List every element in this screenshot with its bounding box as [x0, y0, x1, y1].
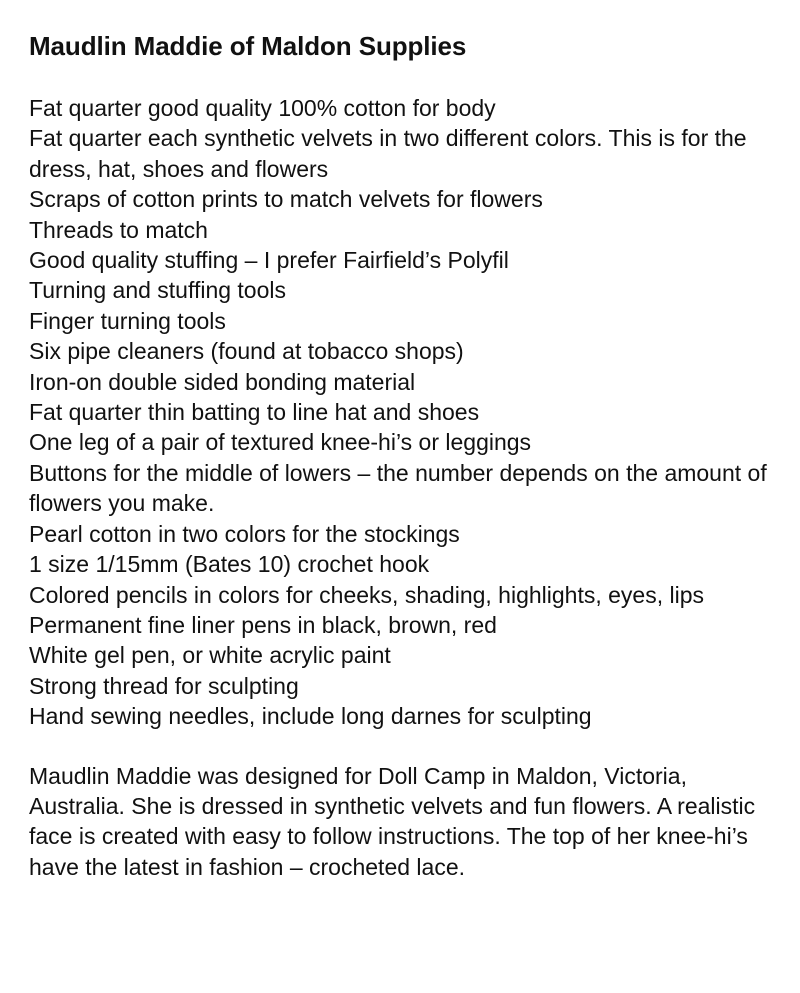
supply-item: Fat quarter each synthetic velvets in two different colors. This is for the dress, hat, shoes and flowers [29, 125, 747, 182]
supply-item: Strong thread for sculpting [29, 672, 299, 699]
supply-list [29, 93, 776, 732]
supply-item: Scraps of cotton prints to match velvets for flowers [29, 186, 543, 213]
supply-item: Hand sewing needles, include long darnes for sculpting [29, 703, 592, 730]
supply-item: Fat quarter good quality 100% cotton for body [29, 95, 496, 121]
supply-item: Colored pencils in colors for cheeks, shading, highlights, eyes, lips [29, 581, 705, 608]
supply-item: White gel pen, or white acrylic paint [29, 642, 391, 669]
supply-item: Turning and stuffing tools [29, 277, 286, 304]
supply-item: Iron-on double sided bonding material [29, 368, 416, 395]
supply-item: Buttons for the middle of lowers – the number depends on the amount of flowers you make. [29, 459, 767, 517]
supply-item: Six pipe cleaners (found at tobacco shops) [29, 338, 464, 365]
supply-item: Permanent fine liner pens in black, brown, red [29, 611, 497, 638]
supply-item: Threads to match [29, 216, 208, 243]
supply-item: Pearl cotton in two colors for the stockings [29, 520, 460, 547]
supply-item: Good quality stuffing – I prefer Fairfield’s Polyfil [29, 247, 509, 274]
supply-item: One leg of a pair of textured knee-hi’s or leggings [29, 429, 532, 456]
supply-item: 1 size 1/15mm (Bates 10) crochet hook [29, 551, 430, 578]
document-title: Maudlin Maddie of Maldon Supplies [29, 31, 467, 61]
supply-item: Finger turning tools [29, 307, 226, 334]
supply-item: Fat quarter thin batting to line hat and shoes [29, 399, 480, 426]
pattern-description: Maudlin Maddie was designed for Doll Camp in Maldon, Victoria, Australia. She is dressed in synthetic velvets and fun flowers. A realistic face is created with easy to follow instructions. The top of her knee-hi’s have the latest in fashion – crocheted lace. [29, 762, 756, 880]
